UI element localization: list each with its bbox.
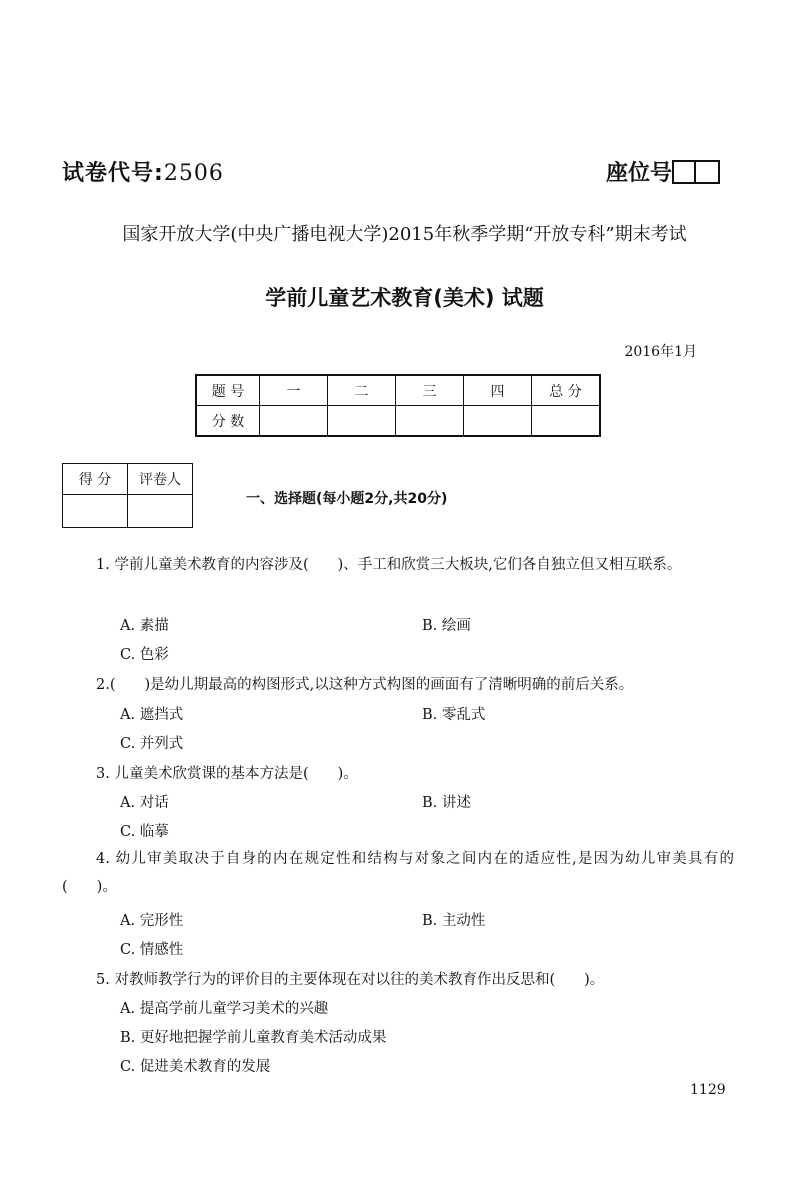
question-option: B. 零乱式 — [422, 707, 486, 723]
grader-name-label: 评卷人 — [128, 464, 193, 495]
seat-number-boxes — [672, 160, 720, 184]
paper-code-separator: : — [154, 161, 164, 186]
score-entry-cell[interactable] — [464, 406, 532, 437]
score-entry-cell[interactable] — [260, 406, 328, 437]
question-option: C. 临摹 — [120, 824, 169, 840]
paper-code-label: 试卷代号 — [62, 161, 155, 186]
question-option: A. 完形性 — [120, 913, 184, 929]
score-cell: 分 数 — [196, 406, 260, 437]
paper-code-value: 2506 — [163, 161, 224, 186]
grader-name-cell[interactable] — [128, 495, 193, 528]
university-line: 国家开放大学(中央广播电视大学)2015年秋季学期“开放专科”期末考试 — [122, 224, 687, 245]
question-option: A. 素描 — [120, 618, 169, 634]
question-option: B. 绘画 — [422, 618, 471, 634]
question-stem: 4. 幼儿审美取决于自身的内在规定性和结构与对象之间内在的适应性,是因为幼儿审美具有的( )。 — [62, 851, 734, 895]
score-entry-cell[interactable] — [328, 406, 396, 437]
question-option: C. 情感性 — [120, 942, 184, 958]
score-table — [195, 374, 601, 437]
score-entry-cell[interactable] — [396, 406, 464, 437]
exam-date: 2016年1月 — [624, 344, 697, 360]
question-stem: 3. 儿童美术欣赏课的基本方法是( )。 — [96, 766, 358, 782]
question-option: B. 讲述 — [422, 795, 471, 811]
question-option: C. 并列式 — [120, 736, 184, 752]
score-cell: 四 — [464, 375, 532, 406]
question-option: A. 提高学前儿童学习美术的兴趣 — [120, 1001, 329, 1017]
question-option: A. 遮挡式 — [120, 707, 184, 723]
score-cell: 一 — [260, 375, 328, 406]
exam-title: 学前儿童艺术教育(美术) 试题 — [265, 286, 544, 310]
score-cell: 三 — [396, 375, 464, 406]
paper-code — [62, 156, 224, 187]
question-stem: 1. 学前儿童美术教育的内容涉及( )、手工和欣赏三大板块,它们各自独立但又相互联系。 — [96, 557, 682, 573]
grader-table — [62, 463, 193, 528]
seat-number-label: 座位号 — [606, 161, 673, 186]
question-stem: 5. 对教师教学行为的评价目的主要体现在对以往的美术教育作出反思和( )。 — [96, 972, 605, 988]
page-number: 1129 — [690, 1082, 726, 1098]
question-option: B. 主动性 — [422, 913, 486, 929]
question-option: A. 对话 — [120, 795, 169, 811]
score-cell: 二 — [328, 375, 396, 406]
grader-score-label: 得 分 — [63, 464, 128, 495]
question-option: C. 色彩 — [120, 647, 169, 663]
seat-box — [696, 160, 720, 184]
seat-box — [672, 160, 696, 184]
score-cell: 题 号 — [196, 375, 260, 406]
question-option: C. 促进美术教育的发展 — [120, 1059, 271, 1075]
score-table-header-row — [196, 375, 600, 406]
score-table-score-row — [196, 406, 600, 437]
question-option: B. 更好地把握学前儿童教育美术活动成果 — [120, 1030, 387, 1046]
score-cell: 总 分 — [532, 375, 601, 406]
grader-score-cell[interactable] — [63, 495, 128, 528]
score-entry-cell[interactable] — [532, 406, 601, 437]
section-title: 一、选择题(每小题2分,共20分) — [246, 491, 448, 507]
question-stem: 2.( )是幼儿期最高的构图形式,以这种方式构图的画面有了清晰明确的前后关系。 — [96, 677, 634, 693]
seat-number — [606, 156, 720, 187]
